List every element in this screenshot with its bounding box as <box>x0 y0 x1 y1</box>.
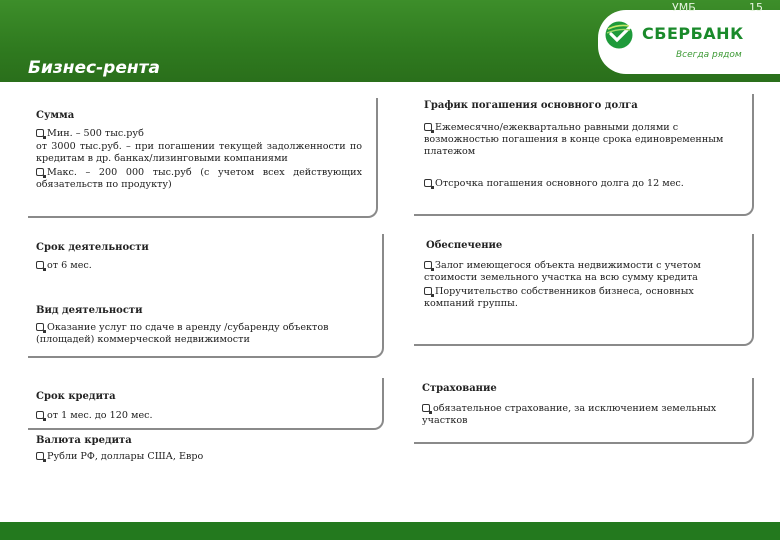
collateral-item-1: Залог имеющегося объекта недвижимости с учетом стоимости земельного участка на всю сумму кредита <box>424 260 701 283</box>
amount-max: Макс. – 200 000 тыс.руб (с учетом всех действующих обязательств по продукту) <box>36 167 362 190</box>
activity-term-item: от 6 мес. <box>36 260 92 272</box>
activity-type-title: Вид деятельности <box>36 305 143 316</box>
collateral-title: Обеспечение <box>426 240 503 251</box>
bullet-icon <box>36 411 44 419</box>
footer-bar <box>0 522 780 540</box>
amount-min-detail: от 3000 тыс.руб. – при погашении текущей задолженности по кредитам в др. банках/лизинговыми компаниями <box>36 141 362 164</box>
loan-term-card <box>28 378 384 430</box>
loan-term-title: Срок кредита <box>36 391 116 402</box>
bullet-icon <box>424 261 432 269</box>
loan-term-item: от 1 мес. до 120 мес. <box>36 410 153 422</box>
bullet-icon <box>422 404 430 412</box>
activity-term-title: Срок деятельности <box>36 242 149 253</box>
amount-title: Сумма <box>36 110 75 121</box>
bullet-icon <box>36 129 44 137</box>
bullet-icon <box>36 168 44 176</box>
sberbank-logo-icon <box>604 20 634 50</box>
amount-min: Мин. – 500 тыс.руб <box>36 128 362 140</box>
bullet-icon <box>424 287 432 295</box>
page-number: 15 <box>749 1 763 14</box>
currency-item: Рубли РФ, доллары США, Евро <box>36 451 203 463</box>
insurance-title: Страхование <box>422 383 497 394</box>
page-title: Бизнес-рента <box>28 58 160 78</box>
activity-type-item: Оказание услуг по сдаче в аренду /субаренду объектов (площадей) коммерческой недвижимости <box>36 322 329 345</box>
schedule-item-1: Ежемесячно/ежеквартально равными долями с возможностью погашения в конце срока единовременным платежом <box>424 122 724 157</box>
currency-title: Валюта кредита <box>36 435 132 446</box>
bullet-icon <box>36 452 44 460</box>
bullet-icon <box>36 261 44 269</box>
brand-slogan: Всегда рядом <box>676 50 742 60</box>
collateral-item-2: Поручительство собственников бизнеса, основных компаний группы. <box>424 286 694 309</box>
schedule-title: График погашения основного долга <box>424 100 638 111</box>
bullet-icon <box>424 123 432 131</box>
bullet-icon <box>36 323 44 331</box>
insurance-item-1: обязательное страхование, за исключением земельных участков <box>422 403 717 426</box>
footer-code: УМБ <box>672 1 696 14</box>
bullet-icon <box>424 179 432 187</box>
brand-name: СБЕРБАНК <box>642 24 744 43</box>
schedule-item-2: Отсрочка погашения основного долга до 12 мес. <box>424 178 740 190</box>
